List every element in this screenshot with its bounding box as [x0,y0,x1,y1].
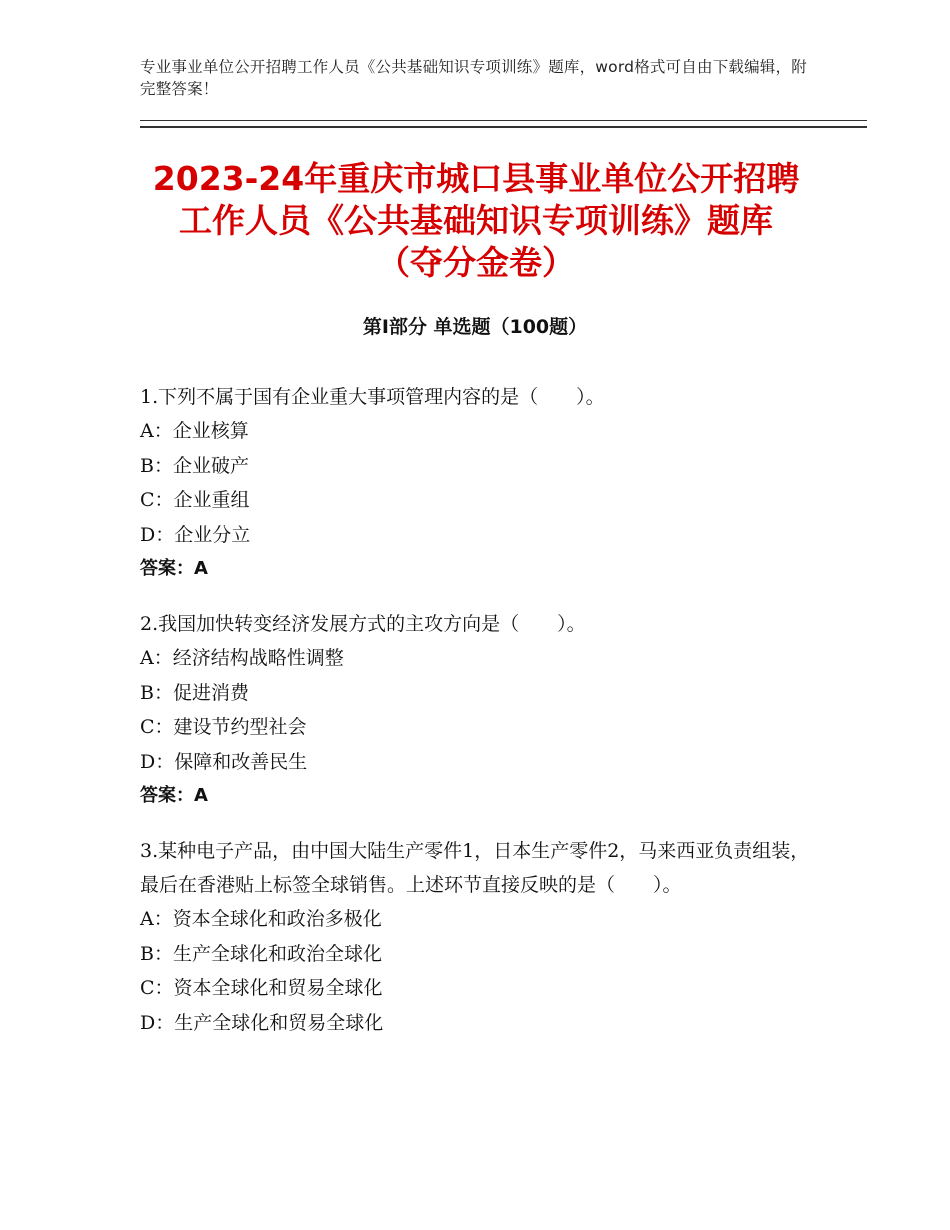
answer-line: 答案：A [140,785,208,806]
question-2 [140,607,820,813]
option-c: C：企业重组 [140,489,250,511]
question-1 [140,380,820,586]
option-b: B：促进消费 [140,681,249,704]
document-header-note: 专业事业单位公开招聘工作人员《公共基础知识专项训练》题库，word格式可自由下载编辑，附完整答案！ [140,58,807,98]
document-title [100,158,852,284]
question-stem: 1.下列不属于国有企业重大事项管理内容的是（ ）。 [140,386,605,408]
question-list [140,380,820,1061]
question-3 [140,834,820,1040]
header-divider [140,120,867,128]
option-a: A：企业核算 [140,420,249,442]
question-stem: 3.某种电子产品，由中国大陆生产零件1，日本生产零件2，马来西亚负责组装，最后在香港贴上标签全球销售。上述环节直接反映的是（ ）。 [140,840,810,896]
title-line-3: （夺分金卷） [377,243,575,282]
question-stem: 2.我国加快转变经济发展方式的主攻方向是（ ）。 [140,613,586,635]
option-c: C：建设节约型社会 [140,716,307,738]
option-a: A：资本全球化和政治多极化 [140,908,382,930]
option-b: B：生产全球化和政治全球化 [140,942,382,965]
option-c: C：资本全球化和贸易全球化 [140,977,383,999]
option-a: A：经济结构战略性调整 [140,647,344,669]
option-d: D：保障和改善民生 [140,750,308,773]
option-d: D：企业分立 [140,523,251,546]
answer-line: 答案：A [140,558,208,579]
title-line-2: 工作人员《公共基础知识专项训练》题库 [179,201,773,240]
option-d: D：生产全球化和贸易全球化 [140,1011,384,1034]
title-line-1: 2023-24年重庆市城口县事业单位公开招聘 [152,159,800,198]
option-b: B：企业破产 [140,454,249,477]
section-title: 第I部分 单选题（100题） [362,316,588,338]
